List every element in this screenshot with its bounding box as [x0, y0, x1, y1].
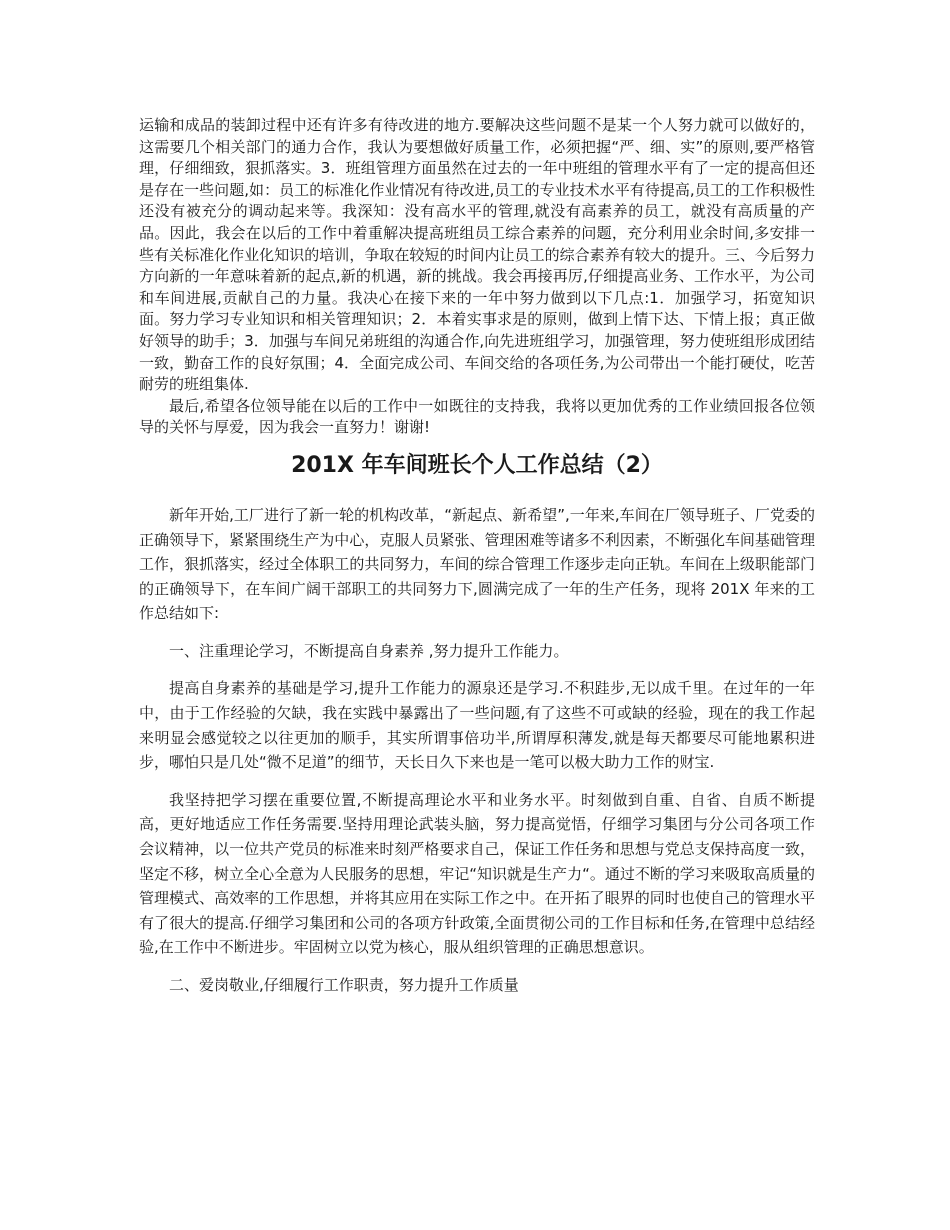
priority-paragraph: 我坚持把学习摆在重要位置,不断提高理论水平和业务水平。时刻做到自重、自省、自质不断提高，更好地适应工作任务需要.坚持用理论武装头脑，努力提高觉悟，仔细学习集团与分公司各项工作会议精神，以一位共产党员的标准来时刻严格要求自己，保证工作任务和思想与党总支保持高度一致，坚定不移，树立全心全意为人民服务的思想，牢记“知识就是生产力“。通过不断的学习来吸取高质量的管理模式、高效率的工作思想，并将其应用在实际工作之中。在开拓了眼界的同时也使自己的管理水平有了很大的提高.仔细学习集团和公司的各项方针政策,全面贯彻公司的工作目标和任务,在管理中总结经验,在工作中不断进步。牢固树立以党为核心，服从组织管理的正确思想意识。: [139, 790, 815, 957]
heading-one: 一、注重理论学习，不断提高自身素养 ,努力提升工作能力。: [169, 641, 569, 660]
section-title: 201X 年车间班长个人工作总结（2）: [291, 452, 663, 478]
document-page: [139, 115, 815, 998]
continued-paragraph: 运输和成品的装卸过程中还有许多有待改进的地方.要解决这些问题不是某一个人努力就可以做好的，这需要几个相关部门的通力合作，我认为要想做好质量工作，必须把握“严、细、实”的原则,要严格管理，仔细细致，狠抓落实。3．班组管理方面虽然在过去的一年中班组的管理水平有了一定的提高但还是存在一些问题,如：员工的标准化作业情况有待改进,员工的专业技术水平有待提高,员工的工作积极性还没有被充分的调动起来等。我深知：没有高水平的管理,就没有高素养的员工，就没有高质量的产品。因此，我会在以后的工作中着重解决提高班组员工综合素养的问题，充分利用业余时间,多安排一些有关标准化作业化知识的培训，争取在较短的时间内让员工的综合素养有较大的提升。三、今后努力方向新的一年意味着新的起点,新的机遇，新的挑战。我会再接再厉,仔细提高业务、工作水平，为公司和车间进展,贡献自己的力量。我决心在接下来的一年中努力做到以下几点:1．加强学习，拓宽知识面。努力学习专业知识和相关管理知识；2．本着实事求是的原则，做到上情下达、下情上报；真正做好领导的助手；3．加强与车间兄弟班组的沟通合作,向先进班组学习，加强管理，努力使班组形成团结一致，勤奋工作的良好氛围；4．全面完成公司、车间交给的各项任务,为公司带出一个能打硬仗，吃苦耐劳的班组集体.: [139, 116, 815, 394]
study-paragraph: 提高自身素养的基础是学习,提升工作能力的源泉还是学习.不积跬步,无以成千里。在过年的一年中，由于工作经验的欠缺，我在实践中暴露出了一些问题,有了这些不可或缺的经验，现在的我工作起来明显会感觉较之以往更加的顺手，其实所谓事倍功半,所谓厚积薄发,就是每天都要尽可能地累积进步，哪怕只是几处“微不足道”的细节，天长日久下来也是一笔可以极大助力工作的财宝.: [139, 679, 815, 772]
intro-paragraph: 新年开始,工厂进行了新一轮的机构改革，“新起点、新希望”,一年来,车间在厂领导班子、厂党委的正确领导下，紧紧围绕生产为中心，克服人员紧张、管理困难等诸多不利因素，不断强化车间基础管理工作，狠抓落实，经过全体职工的共同努力，车间的综合管理工作逐步走向正轨。车间在上级职能部门的正确领导下，在车间广阔干部职工的共同努力下,圆满完成了一年的生产任务，现将 201X 年来的工作总结如下:: [139, 505, 815, 623]
heading-two: 二、爱岗敬业,仔细履行工作职责，努力提升工作质量: [169, 976, 519, 994]
second-section: [139, 503, 815, 998]
closing-paragraph: 最后,希望各位领导能在以后的工作中一如既往的支持我，我将以更加优秀的工作业绩回报各位领导的关怀与厚爱，因为我会一直努力！谢谢!: [139, 396, 815, 437]
